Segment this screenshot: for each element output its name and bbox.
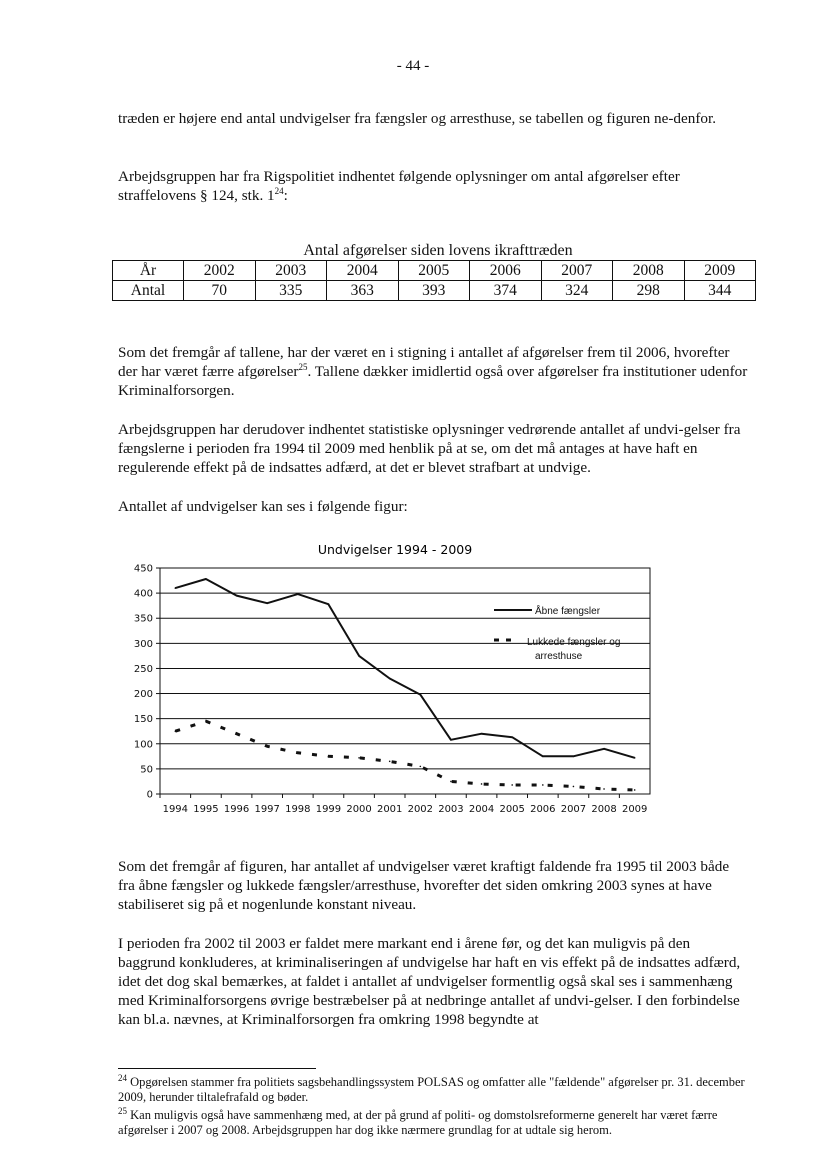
paragraph-intro: træden er højere end antal undvigelser fra fængsler og arresthuse, se tabellen og figuren ne-denfor. — [118, 110, 716, 127]
data-point — [573, 786, 575, 788]
table-cell-year: 2006 — [470, 261, 542, 281]
x-tick-label: 2005 — [499, 804, 525, 815]
table-caption: Antal afgørelser siden lovens ikrafttræden — [303, 242, 573, 259]
table-row-label: Antal — [113, 281, 184, 301]
y-tick-label: 350 — [133, 613, 153, 625]
x-tick-label: 1995 — [193, 804, 219, 815]
paragraph-figure-intro: Antallet af undvigelser kan ses i følgende figur: — [118, 498, 408, 515]
paragraph-rigspolitiet-colon: : — [283, 187, 288, 204]
data-point — [634, 789, 636, 791]
x-tick-label: 1996 — [223, 804, 250, 815]
table-header-label: År — [113, 261, 184, 281]
data-point — [542, 784, 544, 786]
escapes-chart — [118, 536, 658, 836]
y-tick-label: 50 — [140, 764, 153, 776]
decisions-table — [112, 260, 756, 301]
page-number: - 44 - — [396, 58, 430, 74]
escapes-chart-svg — [118, 536, 658, 836]
x-tick-label: 2003 — [438, 804, 464, 815]
table-cell-year: 2008 — [613, 261, 685, 281]
data-point — [236, 595, 238, 597]
footnote-divider — [118, 1068, 316, 1069]
table-cell-count: 335 — [255, 281, 327, 301]
data-point — [266, 602, 268, 604]
table-cell-year: 2003 — [255, 261, 327, 281]
data-point — [389, 761, 391, 763]
y-tick-label: 450 — [133, 563, 153, 575]
footnote-text: Kan muligvis også have sammenhæng med, at der på grund af politi- og domstolsreformerne generelt har været færre afgørelser i 2007 og 2008. Arbejdsgruppen har dog ikke nærmere grundlag for at udtale sig herom. — [118, 1108, 718, 1137]
legend-label-open: Åbne fængsler — [535, 606, 601, 617]
y-tick-label: 300 — [133, 638, 153, 650]
x-tick-label: 2007 — [560, 804, 587, 815]
paragraph-figure-analysis: Som det fremgår af figuren, har antallet af undvigelser været kraftigt faldende fra 1995 til 2003 både fra åbne fængsler og lukkede fængsler/arresthuse, hvorefter det siden omkring 2003 synes at have stabiliseret sig på et nogenlunde konstant niveau. — [118, 858, 730, 913]
x-tick-label: 2009 — [621, 804, 648, 815]
table-cell-count: 393 — [398, 281, 470, 301]
x-tick-label: 1999 — [315, 804, 342, 815]
x-tick-label: 2006 — [530, 804, 556, 815]
paragraph-rigspolitiet-text: Arbejdsgruppen har fra Rigspolitiet indhentet følgende oplysninger om antal afgørelser efter straffelovens § 124, stk. 1 — [118, 168, 680, 204]
x-tick-label: 2000 — [346, 804, 372, 815]
plot-area-frame — [160, 568, 650, 794]
y-tick-label: 200 — [133, 689, 153, 701]
data-point — [573, 756, 575, 758]
paragraph-conclusion: I perioden fra 2002 til 2003 er faldet mere markant end i årene før, og det kan muligvis på den baggrund konkluderes, at kriminaliseringen af undvigelse har haft en vis effekt på de indsattes adfærd, idet det dog skal bemærkes, at faldet i antallet af undvigelser formentlig også skal ses i sammenhæng med Kriminalforsorgens øvrige bestræbelser på at nedbringe antallet af undvi-gelser. I den forbindelse kan bl.a. nævnes, at Kriminalforsorgen fra omkring 1998 begyndte at — [118, 935, 741, 1028]
footnote-number: 25 — [118, 1105, 127, 1116]
table-row-counts — [113, 281, 756, 301]
footnote-24 — [118, 1072, 758, 1105]
table-cell-count: 374 — [470, 281, 542, 301]
data-point — [420, 694, 422, 696]
table-cell-year: 2009 — [684, 261, 756, 281]
y-tick-label: 250 — [133, 663, 153, 675]
data-point — [603, 788, 605, 790]
y-tick-label: 150 — [133, 714, 153, 726]
data-point — [450, 739, 452, 741]
chart-title: Undvigelser 1994 - 2009 — [317, 542, 473, 557]
legend-label-closed-line2: arresthuse — [535, 651, 583, 662]
data-point — [481, 733, 483, 735]
x-tick-label: 2002 — [407, 804, 434, 815]
table-cell-year: 2004 — [327, 261, 399, 281]
table-cell-year: 2005 — [398, 261, 470, 281]
data-point — [420, 766, 422, 768]
x-tick-label: 1998 — [285, 804, 311, 815]
legend-label-closed-line1: Lukkede fængsler og — [527, 637, 621, 648]
paragraph-trend — [118, 343, 748, 400]
data-point — [450, 781, 452, 783]
table-cell-count: 70 — [184, 281, 256, 301]
data-point — [175, 730, 177, 732]
data-point — [205, 720, 207, 722]
data-point — [634, 757, 636, 759]
data-point — [236, 733, 238, 735]
data-point — [328, 756, 330, 758]
footnote-number: 24 — [118, 1072, 127, 1083]
data-point — [603, 748, 605, 750]
x-tick-label: 2008 — [591, 804, 617, 815]
data-point — [175, 587, 177, 589]
data-point — [297, 752, 299, 754]
data-point — [328, 603, 330, 605]
data-point — [266, 745, 268, 747]
table-cell-count: 324 — [541, 281, 613, 301]
footnote-text: Opgørelsen stammer fra politiets sagsbehandlingssystem POLSAS og omfatter alle "fældende" afgørelser pr. 31. december 2009, herunder tiltalefrafald og bøder. — [118, 1075, 745, 1104]
data-point — [205, 578, 207, 580]
paragraph-statistics: Arbejdsgruppen har derudover indhentet statistiske oplysninger vedrørende antallet af undvi-gelser fra fængslerne i perioden fra 1994 til 2009 med henblik på at se, om det må antages at have haft en regulerende effekt på de indsattes adfærd, at det er blevet strafbart at undvige. — [118, 421, 741, 476]
data-point — [542, 756, 544, 758]
data-point — [358, 655, 360, 657]
paragraph-rigspolitiet — [118, 167, 748, 205]
footnote-ref-25: 25 — [298, 361, 308, 372]
table-cell-year: 2002 — [184, 261, 256, 281]
footnote-25 — [118, 1105, 758, 1138]
table-row-years — [113, 261, 756, 281]
data-point — [358, 757, 360, 759]
paragraph-trend-text-a: Som det fremgår af tallene, har der været en i stigning i antallet af afgørelser frem til 2006, hvorefter der har været færre afgørelser — [118, 344, 730, 380]
y-tick-label: 100 — [133, 739, 153, 751]
x-tick-label: 1994 — [162, 804, 189, 815]
x-tick-label: 1997 — [254, 804, 280, 815]
data-point — [511, 736, 513, 738]
paragraph-trend-text-b: . Tallene dækker imidlertid også over afgørelser fra institutioner udenfor Kriminalforsorgen. — [118, 363, 748, 399]
y-tick-label: 400 — [133, 588, 153, 600]
table-cell-count: 363 — [327, 281, 399, 301]
data-point — [297, 593, 299, 595]
table-cell-count: 344 — [684, 281, 756, 301]
data-point — [389, 678, 391, 680]
x-tick-label: 2004 — [468, 804, 495, 815]
table-cell-year: 2007 — [541, 261, 613, 281]
data-point — [511, 784, 513, 786]
table-cell-count: 298 — [613, 281, 685, 301]
data-point — [481, 783, 483, 785]
y-tick-label: 0 — [146, 789, 153, 801]
footnote-ref-24: 24 — [274, 185, 284, 196]
x-tick-label: 2001 — [376, 804, 403, 815]
